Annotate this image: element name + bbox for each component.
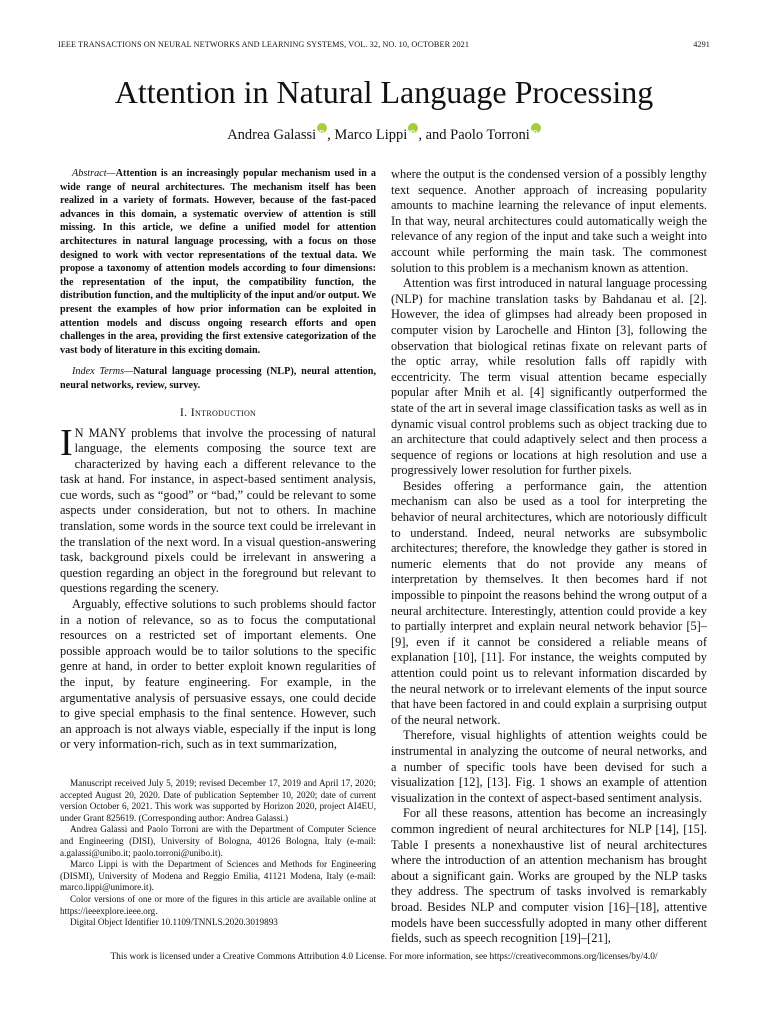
- body-paragraph: Therefore, visual highlights of attention weights could be instrumental in analyzing the outcome of neural networks, and a number of specific tools have been devised for such a visualization [12], [13]. Fig. 1 shows an example of attention visualization in the context of aspect-based sentiment analysis.: [391, 728, 707, 805]
- body-paragraph: For all these reasons, attention has become an increasingly common ingredient of neural architectures for NLP [14], [15]. Table I presents a nonexhaustive list of neural architectures where the introduction of an attention mechanism has brought about a significant gain. Works are grouped by the NLP tasks they address. The spectrum of tasks involved is remarkably broad. Besides NLP and computer vision [16]–[18], attentive models have been successfully adopted in many other different fields, such as speech recognition [19]–[21],: [391, 806, 707, 946]
- journal-name: IEEE TRANSACTIONS ON NEURAL NETWORKS AND LEARNING SYSTEMS, VOL. 32, NO. 10, OCTOBER 2021: [58, 40, 470, 49]
- page-number: 4291: [693, 40, 710, 49]
- section-heading: [60, 405, 376, 420]
- footnote: Marco Lippi is with the Department of Sciences and Methods for Engineering (DISMI), University of Modena and Reggio Emilia, 41121 Modena, Italy (e-mail: marco.lippi@unimore.it).: [60, 859, 376, 893]
- paper-title: Attention in Natural Language Processing: [114, 74, 654, 110]
- index-terms: Index Terms—Natural language processing (NLP), neural attention, neural networks, review, survey.: [60, 366, 376, 391]
- footnotes: [60, 778, 376, 929]
- author-name: Marco Lippi: [334, 127, 408, 143]
- author-list: [0, 123, 768, 144]
- abstract: Abstract—Attention is an increasingly popular mechanism used in a wide range of neural architectures. The mechanism itself has been realized in a variety of formats. However, because of the fast-paced advances in this domain, a systematic overview of attention is still missing. In this article, we define a unified model for attention architectures in natural language processing, with a focus on those designed to work with vector representations of the textual data. We propose a taxonomy of attention models according to four dimensions: the representation of the input, the compatibility function, the distribution function, and the multiplicity of the input and/or output. We present the examples of how prior information can be exploited in attention models and discuss ongoing research efforts and open challenges in the area, providing the first extensive categorization of the vast body of literature in this exciting domain.: [60, 168, 376, 356]
- right-column: [391, 167, 707, 947]
- footnote: Color versions of one or more of the figures in this article are available online at https://ieeexplore.ieee.org.: [60, 893, 376, 916]
- body-paragraph: Besides offering a performance gain, the attention mechanism can also be used as a tool for interpreting the behavior of neural architectures, which are notoriously difficult to understand. Indeed, neural networks are subsymbolic architectures; therefore, the knowledge they gather is stored in numeric elements that do not provide any means of interpretation by themselves. It then becomes hard if not impossible to pinpoint the reasons behind the wrong output of a neural architecture. Interestingly, attention could provide a key to partially interpret and explain neural network behavior [5]–[9], even if it cannot be considered a reliable means of explanation [10], [11]. For instance, the weights computed by attention could point us to relevant information discarded by the neural network or to irrelevant elements of the input source that have been factored in and could explain a surprising output of the neural network.: [391, 478, 707, 727]
- running-header: [58, 40, 710, 52]
- footnote: Digital Object Identifier 10.1109/TNNLS.2020.3019893: [70, 917, 278, 928]
- intro-paragraph: [60, 421, 376, 598]
- index-terms-text: Natural language processing (NLP), neural attention, neural networks, review, survey.: [60, 366, 376, 391]
- author-separator: , and: [418, 127, 451, 143]
- body-paragraph: Attention was first introduced in natural language processing (NLP) for machine translation tasks by Bahdanau et al. [2]. However, the idea of glimpses had already been proposed in computer vision by Larochelle and Hinton [3], following the observation that biological retinas fixate on relevant parts of the optic array, while resolution falls off rapidly with eccentricity. The term visual attention became especially popular after Mnih et al. [4] significantly outperformed the state of the art in several image classification tasks as well as in dynamic visual control problems such as object tracking due to an architecture that could adaptively select and then process a sequence of regions or locations at high resolution and use a progressively lower resolution for further pixels.: [391, 276, 707, 478]
- intro-paragraph: Arguably, effective solutions to such problems should factor in a notion of relevance, so as to focus the computational resources on a restricted set of important elements. One possible approach would be to tailor solutions to the specific genre at hand, in order to better exploit known regularities of the input, by feature engineering. For example, in the argumentative analysis of persuasive essays, one could decide to give special emphasis to the final sentence. However, such an approach is not always viable, especially if the input is long or very information-rich, such as in text summarization,: [60, 597, 376, 752]
- footnote: Andrea Galassi and Paolo Torroni are with the Department of Computer Science and Engineering (DISI), University of Bologna, 40126 Bologna, Italy (e-mail: a.galassi@unibo.it; paolo.torroni@unibo.it).: [60, 824, 376, 858]
- footnote: Manuscript received July 5, 2019; revised December 17, 2019 and April 17, 2020; accepted August 20, 2020. Date of publication September 10, 2020; date of current version October 6, 2021. This work was supported by Horizon 2020, project AI4EU, under Grant 825619. (Corresponding author: Andrea Galassi.): [60, 778, 376, 823]
- orcid-icon[interactable]: [317, 123, 327, 133]
- drop-cap: I: [60, 421, 73, 464]
- section-number: I.: [179, 404, 188, 419]
- intro-paragraph-text: N MANY problems that involve the processing of natural language, the elements composing the source text are characterized by having each a different relevance to the task at hand. For instance, in aspect-based sentiment analysis, cue words, such as “good” or “bad,” could be relevant to some aspects under consideration, but not to others. In machine translation, some words in the source text could be irrelevant in the translation of the next word. In a visual question-answering task, background pixels could be irrelevant in answering a question regarding an object in the foreground but relevant to questions regarding the scenery.: [60, 425, 376, 596]
- index-terms-label: Index Terms: [72, 366, 125, 378]
- license-notice: This work is licensed under a Creative Commons Attribution 4.0 License. For more information, see https://creativecommons.org/licenses/by/4.0/: [110, 952, 658, 962]
- abstract-text: Attention is an increasingly popular mechanism used in a wide range of neural architectures. The mechanism itself has been realized in a variety of formats. However, because of the fast-paced advances in this domain, a systematic overview of attention is still missing. In this article, we define a unified model for attention architectures in natural language processing, with a focus on those designed to work with vector representations of the textual data. We propose a taxonomy of attention models according to four dimensions: the representation of the input, the compatibility function, the distribution function, and the multiplicity of the input and/or output. We present the examples of how prior information can be exploited in attention models and discuss ongoing research efforts and open challenges in the area, providing the first extensive categorization of the vast body of literature in this exciting domain.: [60, 168, 376, 356]
- left-column: [60, 167, 376, 753]
- orcid-icon[interactable]: [531, 123, 541, 133]
- abstract-label: Abstract: [72, 168, 107, 179]
- section-title: Introduction: [190, 404, 257, 419]
- author-separator: ,: [327, 127, 335, 143]
- orcid-icon[interactable]: [408, 123, 418, 133]
- body-paragraph: where the output is the condensed version of a possibly lengthy text sequence. Another approach of increasing popularity amounts to machine learning the relevance of input elements. In that way, neural architectures could automatically weigh the relevance of any region of the input and take such a weight into account while performing the main task. The commonest solution to this problem is a mechanism known as attention.: [391, 167, 707, 275]
- author-name: Andrea Galassi: [227, 127, 317, 143]
- author-name: Paolo Torroni: [450, 127, 530, 143]
